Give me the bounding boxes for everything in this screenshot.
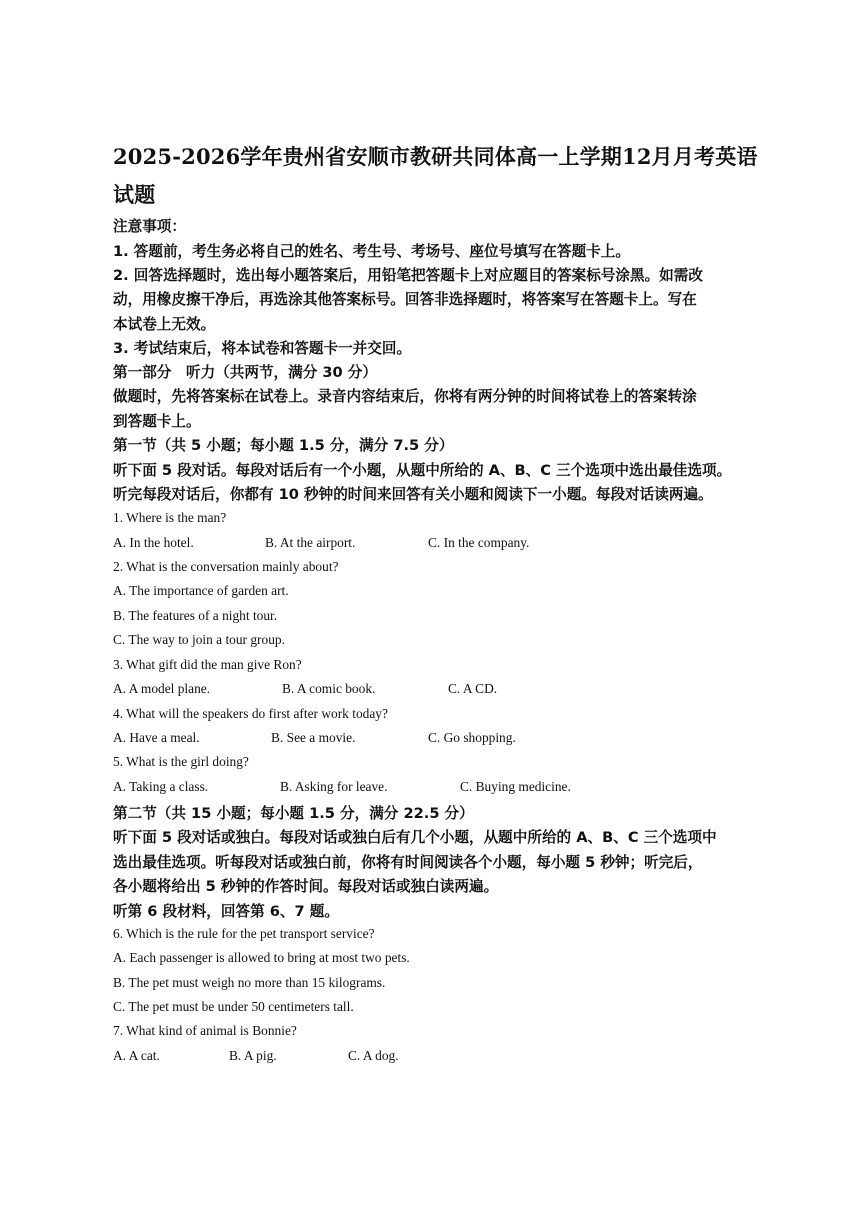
part1-heading: 第一部分 听力（共两节，满分 30 分） (113, 364, 377, 381)
option-c: C. Go shopping. (428, 730, 516, 745)
notice-item-2-line-1: 2. 回答选择题时，选出每小题答案后，用铅笔把答题卡上对应题目的答案标号涂黑。如需改 (113, 267, 703, 284)
notice-item-2-line-3: 本试卷上无效。 (113, 316, 216, 333)
section2-desc-line-3: 各小题将给出 5 秒钟的作答时间。每段对话或独白读两遍。 (113, 878, 499, 895)
option-b: B. A comic book. (282, 681, 376, 696)
option-a: A. Each passenger is allowed to bring at most two pets. (113, 950, 410, 965)
section2-desc-line-2: 选出最佳选项。听每段对话或独白前，你将有时间阅读各个小题，每小题 5 秒钟；听完后， (113, 854, 703, 871)
option-b: B. See a movie. (271, 730, 356, 745)
notice-item-3: 3. 考试结束后，将本试卷和答题卡一并交回。 (113, 340, 412, 357)
section1-desc-line-2: 听完每段对话后，你都有 10 秒钟的时间来回答有关小题和阅读下一小题。每段对话读两遍。 (113, 486, 713, 503)
section1-heading: 第一节（共 5 小题；每小题 1.5 分，满分 7.5 分） (113, 437, 454, 454)
section2-heading: 第二节（共 15 小题；每小题 1.5 分，满分 22.5 分） (113, 805, 474, 822)
part1-desc-line-2: 到答题卡上。 (113, 413, 201, 430)
notice-item-1: 1. 答题前，考生务必将自己的姓名、考生号、考场号、座位号填写在答题卡上。 (113, 243, 630, 260)
option-c: C. In the company. (428, 535, 530, 550)
option-b: B. The features of a night tour. (113, 608, 278, 623)
option-c: C. Buying medicine. (460, 779, 571, 794)
option-a: A. A model plane. (113, 681, 211, 696)
option-a: A. Taking a class. (113, 779, 209, 794)
option-a: A. In the hotel. (113, 535, 194, 550)
option-c: C. A CD. (448, 681, 498, 696)
option-c: C. The way to join a tour group. (113, 632, 285, 647)
option-b: B. Asking for leave. (280, 779, 388, 794)
material-6-heading: 听第 6 段材料，回答第 6、7 题。 (113, 903, 339, 920)
option-a: A. Have a meal. (113, 730, 200, 745)
question-stem: 6. Which is the rule for the pet transport service? (113, 926, 375, 941)
part1-desc-line-1: 做题时，先将答案标在试卷上。录音内容结束后，你将有两分钟的时间将试卷上的答案转涂 (113, 388, 697, 405)
question-stem: 7. What kind of animal is Bonnie? (113, 1023, 297, 1038)
option-b: B. A pig. (229, 1048, 277, 1063)
question-stem: 5. What is the girl doing? (113, 754, 249, 769)
option-c: C. A dog. (348, 1048, 399, 1063)
notice-heading: 注意事项： (113, 218, 186, 235)
option-a: A. A cat. (113, 1048, 160, 1063)
question-stem: 1. Where is the man? (113, 510, 227, 525)
option-c: C. The pet must be under 50 centimeters tall. (113, 999, 354, 1014)
question-stem: 4. What will the speakers do first after work today? (113, 706, 388, 721)
question-stem: 2. What is the conversation mainly about? (113, 559, 339, 574)
notice-item-2-line-2: 动，用橡皮擦干净后，再选涂其他答案标号。回答非选择题时，将答案写在答题卡上。写在 (113, 291, 697, 308)
section1-desc-line-1: 听下面 5 段对话。每段对话后有一个小题，从题中所给的 A、B、C 三个选项中选出最佳选项。 (113, 462, 732, 479)
option-a: A. The importance of garden art. (113, 583, 289, 598)
question-stem: 3. What gift did the man give Ron? (113, 657, 302, 672)
option-b: B. The pet must weigh no more than 15 kilograms. (113, 975, 386, 990)
page-title: 2025-2026学年贵州省安顺市教研共同体高一上学期12月月考英语试题 (113, 144, 758, 207)
option-b: B. At the airport. (265, 535, 356, 550)
section2-desc-line-1: 听下面 5 段对话或独白。每段对话或独白后有几个小题，从题中所给的 A、B、C 三个选项中 (113, 829, 717, 846)
